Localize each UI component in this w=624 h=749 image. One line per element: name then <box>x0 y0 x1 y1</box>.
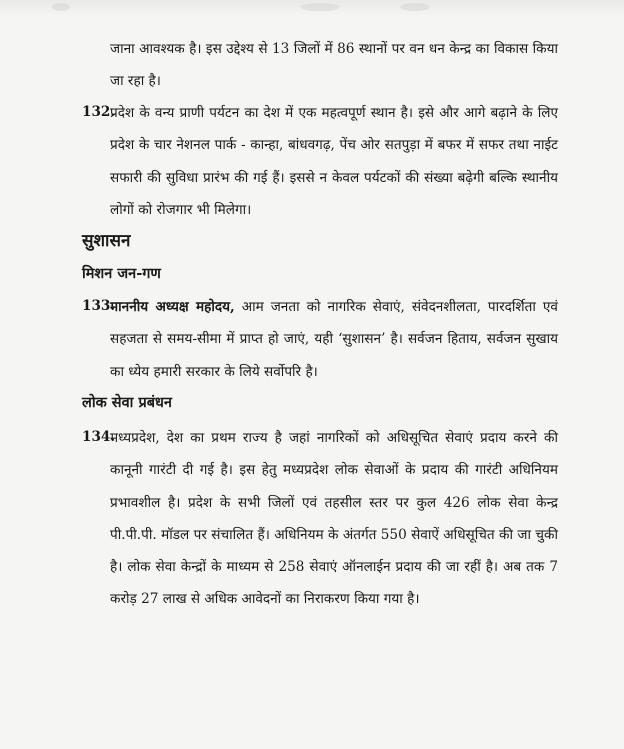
paragraph-number-132: 132. <box>82 104 116 120</box>
paragraph-134: मध्यप्रदेश, देश का प्रथम राज्य है जहां नागरिकों को अधिसूचित सेवाएं प्रदाय करने की कानूनी गारंटी दी गई है। इस हेतु मध्यप्रदेश लोक सेवाओं के प्रदाय की गारंटी अधिनियम प्रभावशील है। प्रदेश के सभी जिलों एवं तहसील स्तर पर कुल 426 लोक सेवा केन्द्र पी.पी.पी. मॉडल पर संचालित हैं। अधिनियम के अंतर्गत 550 सेवाऐं अधिसूचित की जा चुकी है। लोक सेवा केन्द्रों के माध्यम से 258 सेवाएं ऑनलाईन प्रदाय की जा रहीं है। अब तक 7 करोड़ 27 लाख से अधिक आवेदनों का निराकरण किया गया है। <box>110 430 558 608</box>
bleed-mark <box>300 3 340 11</box>
bleed-mark <box>52 3 70 11</box>
paragraph-number-133: 133. <box>82 298 116 314</box>
paragraph-133 <box>110 291 558 388</box>
paragraph-133-body: आम जनता को नागरिक सेवाएं, संवेदनशीलता, पारदर्शिता एवं सहजता से समय-सीमा में प्राप्त हो जाएं, यही ‘सुशासन’ है। सर्वजन हिताय, सर्वजन सुखाय का ध्येय हमारी सरकार के लिये सर्वोपरि है। <box>110 299 558 380</box>
paragraph-number-134: 134. <box>82 429 116 445</box>
paragraph-132: प्रदेश के वन्य प्राणी पर्यटन का देश में एक महत्वपूर्ण स्थान है। इसे और आगे बढ़ाने के लिए प्रदेश के चार नेशनल पार्क - कान्हा, बांधवगढ़, पेंच ओर सतपुड़ा में बफर में सफर तथा नाईट सफारी की सुविधा प्रारंभ की गई हैं। इससे न केवल पर्यटकों की संख्या बढ़ेगी बल्कि स्थानीय लोगों को रोजगार भी मिलेगा। <box>110 105 558 218</box>
bleed-through-strip <box>0 0 624 16</box>
section-heading: सुशासन <box>82 231 131 251</box>
address-lead: माननीय अध्यक्ष महोदय, <box>110 299 235 315</box>
bleed-mark <box>400 3 430 11</box>
subheading-mission: मिशन जन-गण <box>82 265 161 282</box>
intro-paragraph: जाना आवश्यक है। इस उद्देश्य से 13 जिलों में 86 स्थानों पर वन धन केन्द्र का विकास किया जा रहा है। <box>110 41 558 90</box>
subheading-lok-seva: लोक सेवा प्रबंधन <box>82 394 172 411</box>
